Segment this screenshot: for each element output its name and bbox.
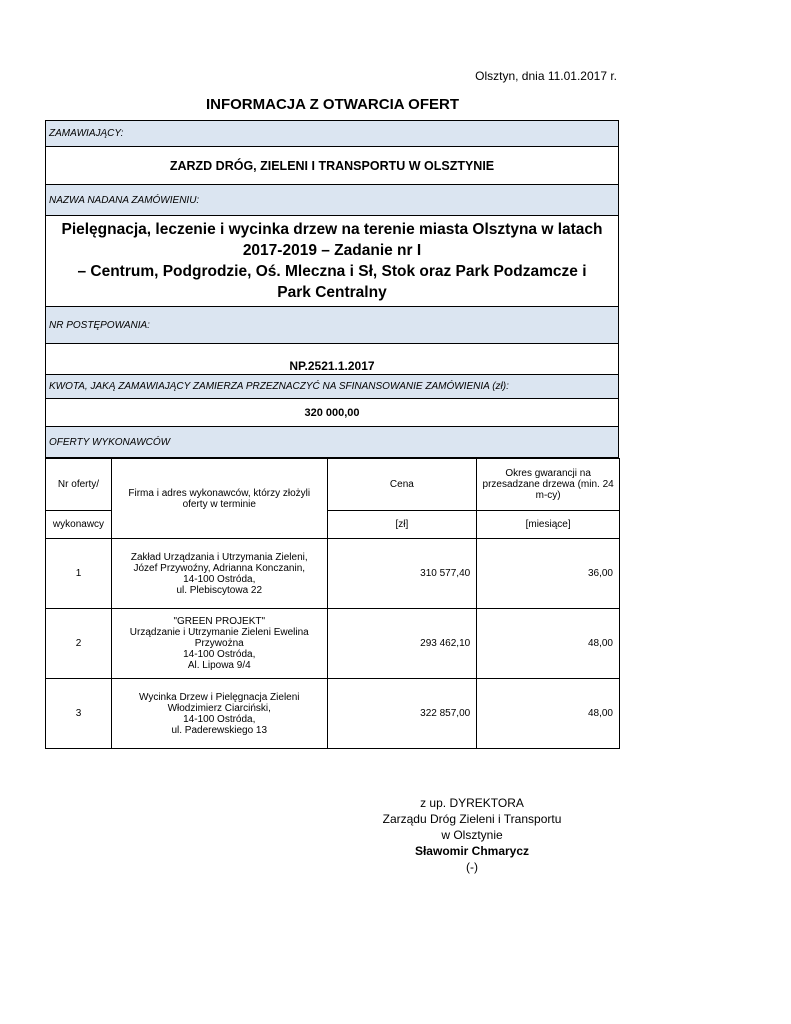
offer-firma [111,679,327,749]
offer-firma [111,539,327,609]
firma-line: Urządzanie i Utrzymanie Zieleni Ewelina [129,627,309,638]
zamawiajacy-label: ZAMAWIAJĄCY: [46,121,618,147]
nazwa-label: NAZWA NADANA ZAMÓWIENIU: [46,185,618,216]
nazwa-line-2: 2017-2019 – Zadanie nr I [242,242,422,259]
table-row [46,539,620,609]
signature-line-3: w Olsztynie [441,828,503,842]
nazwa-value [46,216,618,307]
firma-line: Al. Lipowa 9/4 [187,660,251,671]
nr-postepowania-value: NP.2521.1.2017 [46,344,618,375]
header-firma: Firma i adres wykonawców, którzy złożyli oferty w terminie [111,459,327,539]
header-okres-unit: [miesiące] [477,511,620,539]
header-nr: Nr oferty/ [46,459,112,511]
header-wykonawcy: wykonawcy [46,511,112,539]
table-row [46,609,620,679]
kwota-value: 320 000,00 [46,399,618,427]
header-cena-unit: [zł] [327,511,477,539]
signature-mark: (-) [466,860,478,874]
firma-line: Józef Przywoźny, Adrianna Konczanin, [133,562,306,574]
offer-nr: 2 [46,609,112,679]
firma-line: "GREEN PROJEKT" [173,616,266,627]
signature-block [372,795,572,875]
signature-line-2: Zarządu Dróg Zieleni i Transportu [382,812,562,826]
signature-name: Sławomir Chmarycz [414,844,530,858]
firma-line: ul. Plebiscytowa 22 [176,584,263,596]
offer-cena: 310 577,40 [327,539,477,609]
document-title: INFORMACJA Z OTWARCIA OFERT [205,96,460,113]
firma-line: 14-100 Ostróda, [183,573,256,585]
firma-line: 14-100 Ostróda, [183,649,256,660]
nazwa-line-4: Park Centralny [277,284,387,301]
nazwa-line-1: Pielęgnacja, leczenie i wycinka drzew na terenie miasta Olsztyna w latach [61,221,603,238]
offer-cena: 322 857,00 [327,679,477,749]
offer-okres: 48,00 [477,679,620,749]
table-row [46,679,620,749]
oferty-label: OFERTY WYKONAWCÓW [46,427,618,457]
nazwa-line-3: – Centrum, Podgrodzie, Oś. Mleczna i Sł, Stok oraz Park Podzamcze i [77,263,587,280]
firma-line: Wycinka Drzew i Pielęgnacja Zieleni [138,691,300,703]
header-okres: Okres gwarancji na przesadzane drzewa (min. 24 m-cy) [477,459,620,511]
offer-nr: 1 [46,539,112,609]
document-date: Olsztyn, dnia 11.01.2017 r. [475,69,617,83]
header-cena: Cena [327,459,477,511]
signature-line-1: z up. DYREKTORA [420,796,524,810]
nr-postepowania-label: NR POSTĘPOWANIA: [46,307,618,344]
info-box [45,120,619,458]
firma-line: Przywożna [194,638,244,649]
offer-nr: 3 [46,679,112,749]
offer-cena: 293 462,10 [327,609,477,679]
offers-table [45,458,620,749]
firma-line: Włodzimierz Ciarciński, [167,702,271,714]
zamawiajacy-value: ZARZD DRÓG, ZIELENI I TRANSPORTU W OLSZTYNIE [46,147,618,185]
firma-line: ul. Paderewskiego 13 [171,724,268,736]
offer-okres: 48,00 [477,609,620,679]
firma-line: Zakład Urządzania i Utrzymania Zieleni, [130,551,308,563]
offer-firma [111,609,327,679]
firma-line: 14-100 Ostróda, [183,713,256,725]
offer-okres: 36,00 [477,539,620,609]
kwota-label: KWOTA, JAKĄ ZAMAWIAJĄCY ZAMIERZA PRZEZNACZYĆ NA SFINANSOWANIE ZAMÓWIENIA (zł): [46,375,618,399]
